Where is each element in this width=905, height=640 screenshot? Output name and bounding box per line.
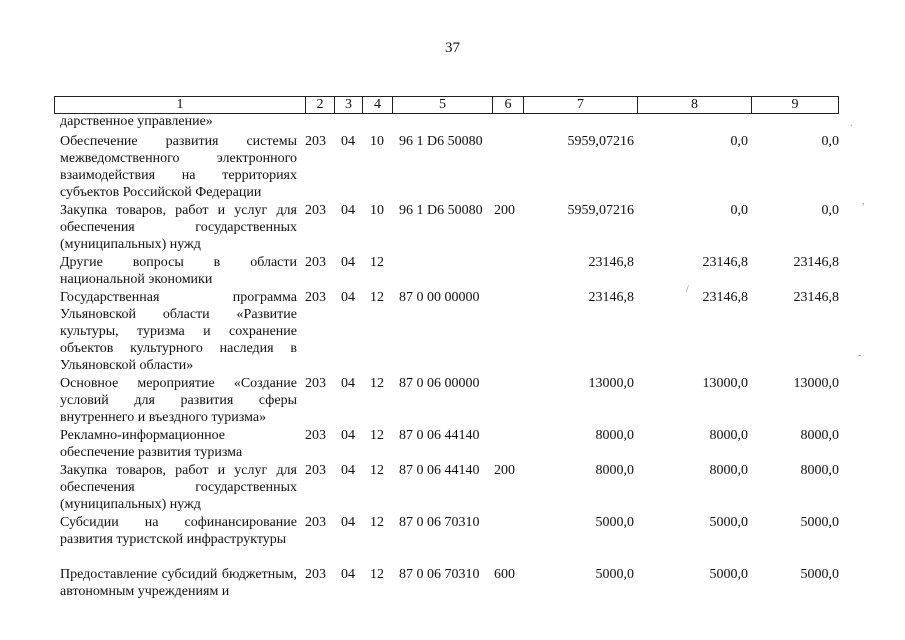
row-csr-code: 87 0 06 00000 [399, 376, 480, 391]
row-subsection: 10 [370, 134, 384, 149]
row-subsection: 12 [370, 290, 384, 305]
row-section: 04 [341, 428, 355, 443]
row-section: 04 [341, 134, 355, 149]
row-amount-1: 5959,07216 [567, 203, 634, 218]
table-row [0, 287, 905, 373]
row-csr-code: 96 1 D6 50080 [399, 134, 483, 149]
row-admin-code: 203 [305, 290, 326, 305]
row-amount-2: 23146,8 [702, 290, 748, 305]
row-subsection: 12 [370, 567, 384, 582]
row-amount-1: 5959,07216 [567, 134, 634, 149]
row-amount-3: 8000,0 [800, 428, 839, 443]
header-col-3: 3 [335, 97, 363, 113]
row-subsection: 12 [370, 515, 384, 530]
row-amount-1: 5000,0 [595, 515, 634, 530]
row-amount-2: 0,0 [730, 203, 748, 218]
row-amount-1: 8000,0 [595, 428, 634, 443]
row-amount-3: 0,0 [821, 203, 839, 218]
row-section: 04 [341, 290, 355, 305]
header-col-2: 2 [306, 97, 335, 113]
row-csr-code: 87 0 06 70310 [399, 567, 480, 582]
row-amount-3: 23146,8 [793, 255, 839, 270]
page-number: 37 [445, 40, 460, 56]
header-col-9: 9 [791, 97, 799, 112]
row-name: Субсидии на софинансирование развития туристской инфраструктуры [60, 515, 297, 547]
row-csr-code: 96 1 D6 50080 [399, 203, 483, 218]
row-section: 04 [341, 463, 355, 478]
row-admin-code: 203 [305, 567, 326, 582]
row-vr-code: 600 [494, 567, 515, 582]
table-row [0, 373, 905, 425]
row-name: Закупка товаров, работ и услуг для обеспечения государственных (муниципальных) нужд [60, 203, 297, 252]
row-subsection: 12 [370, 255, 384, 270]
row-section: 04 [341, 255, 355, 270]
row-amount-2: 23146,8 [702, 255, 748, 270]
row-name: Государственная программа Ульяновской области «Развитие культуры, туризма и сохранение объектов культурного наследия в Ульяновской области» [60, 290, 297, 373]
row-amount-2: 8000,0 [709, 463, 748, 478]
header-col-5: 5 [393, 97, 493, 113]
row-subsection: 12 [370, 428, 384, 443]
row-amount-2: 5000,0 [709, 567, 748, 582]
row-container [0, 131, 905, 604]
row-name: Предоставление субсидий бюджетным, автономным учреждениям и [60, 567, 297, 599]
row-section: 04 [341, 376, 355, 391]
row-amount-2: 8000,0 [709, 428, 748, 443]
table-row [0, 564, 905, 604]
row-amount-3: 0,0 [821, 134, 839, 149]
row-name: Основное мероприятие «Создание условий для развития сферы внутреннего и въездного туризма» [60, 376, 297, 425]
row-name: Закупка товаров, работ и услуг для обеспечения государственных (муниципальных) нужд [60, 463, 297, 512]
header-col-1: 1 [55, 97, 306, 113]
scan-mark: , [862, 196, 865, 207]
row-amount-1: 8000,0 [595, 463, 634, 478]
row-csr-code: 87 0 06 70310 [399, 515, 480, 530]
header-col-4: 4 [363, 97, 393, 113]
row-amount-3: 5000,0 [800, 567, 839, 582]
table-body [0, 114, 905, 604]
scan-mark: . [850, 118, 853, 129]
row-amount-3: 8000,0 [800, 463, 839, 478]
row-subsection: 12 [370, 376, 384, 391]
row-amount-1: 23146,8 [588, 290, 634, 305]
row-admin-code: 203 [305, 376, 326, 391]
row-amount-2: 13000,0 [702, 376, 748, 391]
header-col-8: 8 [638, 97, 752, 113]
row-csr-code: 87 0 06 44140 [399, 463, 480, 478]
row-name: Другие вопросы в области национальной экономики [60, 255, 297, 287]
row-name: Обеспечение развития системы межведомственного электронного взаимодействия на территориях субъектов Российской Федерации [60, 134, 297, 200]
row-csr-code: 87 0 00 00000 [399, 290, 480, 305]
table-row [0, 512, 905, 564]
row-name: Рекламно-информационное обеспечение развития туризма [60, 428, 243, 460]
row-amount-3: 5000,0 [800, 515, 839, 530]
row-amount-1: 5000,0 [595, 567, 634, 582]
row-vr-code: 200 [494, 203, 515, 218]
row-subsection: 10 [370, 203, 384, 218]
header-col-7: 7 [524, 97, 638, 113]
row-amount-3: 23146,8 [793, 290, 839, 305]
row-amount-1: 23146,8 [588, 255, 634, 270]
continuation-row [0, 114, 905, 131]
row-amount-3: 13000,0 [793, 376, 839, 391]
scan-mark: / [686, 284, 689, 295]
row-admin-code: 203 [305, 134, 326, 149]
table-row [0, 200, 905, 252]
row-amount-2: 5000,0 [709, 515, 748, 530]
row-section: 04 [341, 567, 355, 582]
row-admin-code: 203 [305, 428, 326, 443]
table-row [0, 131, 905, 200]
row-amount-2: 0,0 [730, 134, 748, 149]
row-amount-1: 13000,0 [588, 376, 634, 391]
row-admin-code: 203 [305, 255, 326, 270]
row-section: 04 [341, 203, 355, 218]
table-row [0, 425, 905, 460]
table-header [54, 96, 839, 114]
table-row [0, 460, 905, 512]
row-csr-code: 87 0 06 44140 [399, 428, 480, 443]
table-row [0, 252, 905, 287]
row-admin-code: 203 [305, 203, 326, 218]
row-admin-code: 203 [305, 515, 326, 530]
row-subsection: 12 [370, 463, 384, 478]
row-vr-code: 200 [494, 463, 515, 478]
continuation-text: дарственное управление» [60, 114, 213, 129]
row-section: 04 [341, 515, 355, 530]
row-admin-code: 203 [305, 463, 326, 478]
scan-mark: - [858, 350, 862, 361]
header-col-6: 6 [493, 97, 524, 113]
